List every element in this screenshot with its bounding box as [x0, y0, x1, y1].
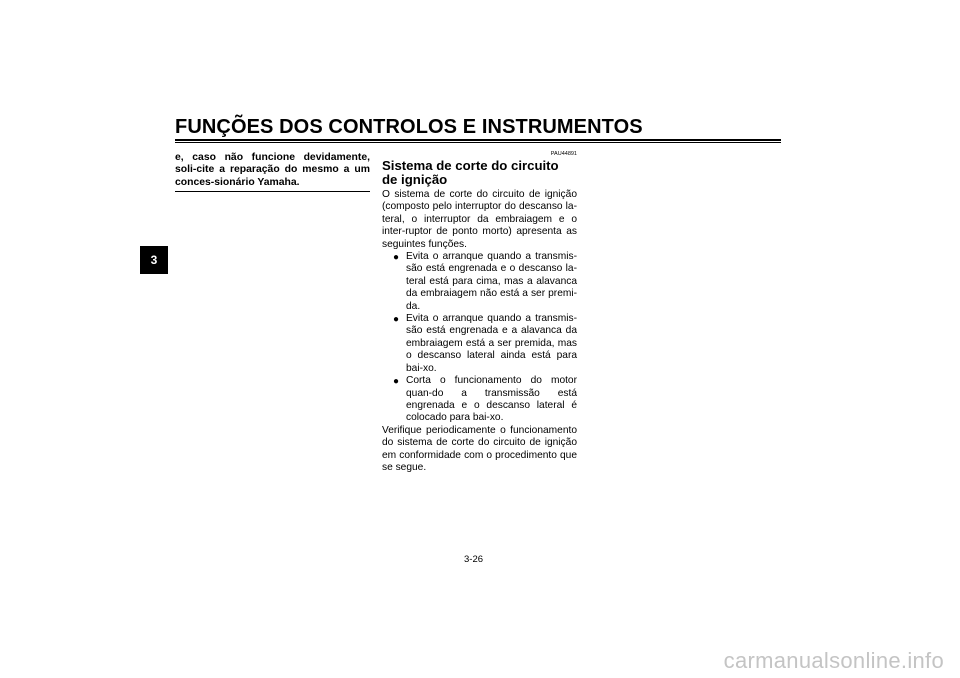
closing-paragraph: Verifique periodicamente o funcionamento do sistema de corte do circuito de ignição em conformidade com o procedimento que se segue. — [382, 424, 577, 473]
function-list — [382, 251, 577, 425]
intro-paragraph: O sistema de corte do circuito de ignição (composto pelo interruptor do descanso la-teral, o interruptor da embraiagem e o inter-ruptor de ponto morto) apresenta as seguintes funções. — [382, 189, 577, 250]
list-item-text: Evita o arranque quando a transmis-são está engrenada e a alavanca da embraiagem está a ser premida, mas o descanso lateral ainda está para bai-xo. — [406, 313, 577, 374]
bullet-icon: ● — [393, 376, 400, 388]
page-title: FUNÇÕES DOS CONTROLOS E INSTRUMENTOS — [175, 116, 643, 138]
list-item — [382, 375, 577, 425]
reference-code: PAU44891 — [550, 151, 577, 157]
list-item — [382, 251, 577, 313]
list-item — [382, 313, 577, 375]
chapter-number: 3 — [150, 253, 158, 267]
list-item-text: Corta o funcionamento do motor quan-do a transmissão está engrenada e o descanso lateral é colocado para bai-xo. — [406, 375, 577, 424]
header-divider — [175, 139, 781, 141]
warning-continuation-text: e, caso não funcione devidamente, soli-cite a reparação do mesmo a um conces-sionário Yamaha. — [175, 152, 370, 188]
chapter-tab — [140, 246, 168, 274]
header-divider-thin — [175, 142, 781, 143]
list-item-text: Evita o arranque quando a transmis-são está engrenada e o descanso la-teral está para cima, mas a alavanca da embraiagem não está a ser premi-da. — [406, 251, 577, 312]
left-column — [175, 152, 370, 189]
section-title: Sistema de corte do circuito de ignição — [382, 158, 559, 187]
bullet-icon: ● — [393, 252, 400, 264]
right-column — [382, 151, 577, 474]
watermark: carmanualsonline.info — [723, 648, 944, 673]
page-number: 3-26 — [464, 554, 484, 565]
warning-end-divider — [175, 191, 370, 192]
bullet-icon: ● — [393, 314, 400, 326]
